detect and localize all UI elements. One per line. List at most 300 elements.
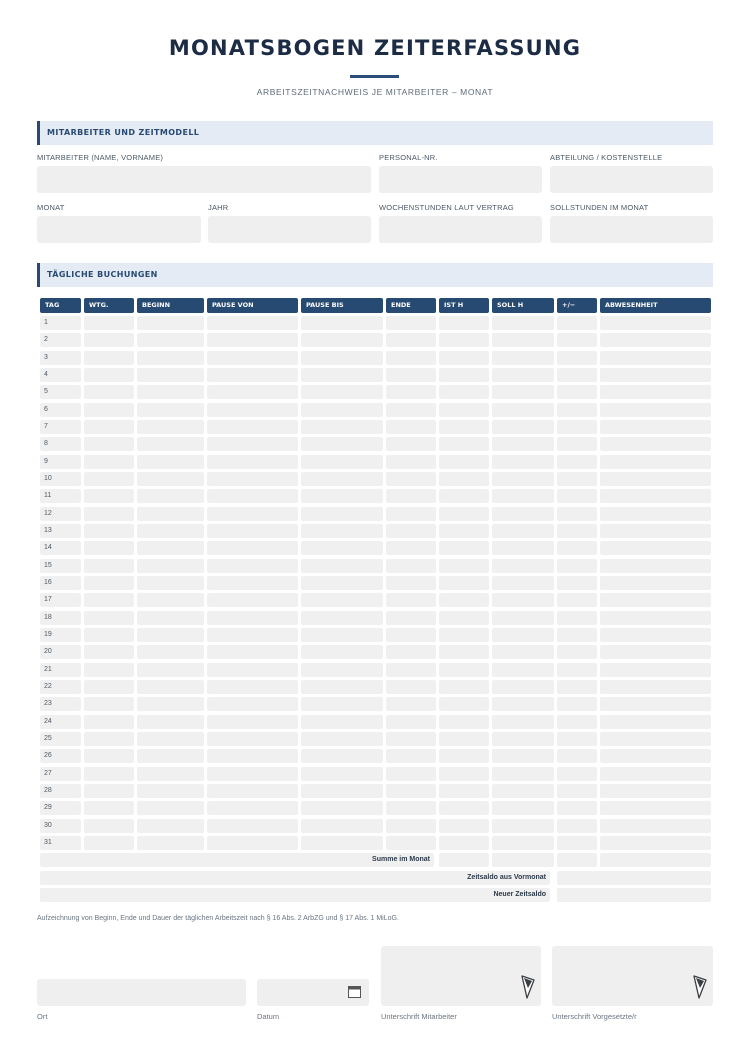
cell-beginn[interactable] <box>137 801 204 815</box>
calendar-icon[interactable] <box>348 986 361 998</box>
cell-beginn[interactable] <box>137 715 204 729</box>
cell-abwesenheit[interactable] <box>600 403 711 417</box>
cell-pause-von[interactable] <box>207 541 298 555</box>
cell-pause-bis[interactable] <box>301 507 383 521</box>
cell-ende[interactable] <box>386 749 436 763</box>
cell-pause-von[interactable] <box>207 819 298 833</box>
cell-pause-bis[interactable] <box>301 559 383 573</box>
cell-wtg[interactable] <box>84 680 134 694</box>
cell-abwesenheit[interactable] <box>600 663 711 677</box>
cell-wtg[interactable] <box>84 437 134 451</box>
sum-row-value[interactable] <box>439 853 489 867</box>
cell-wtg[interactable] <box>84 819 134 833</box>
cell-saldo[interactable] <box>557 715 597 729</box>
cell-saldo[interactable] <box>557 576 597 590</box>
cell-soll-h[interactable] <box>492 437 554 451</box>
cell-ist-h[interactable] <box>439 455 489 469</box>
cell-pause-von[interactable] <box>207 628 298 642</box>
cell-ende[interactable] <box>386 593 436 607</box>
cell-abwesenheit[interactable] <box>600 628 711 642</box>
cell-wtg[interactable] <box>84 836 134 850</box>
cell-pause-bis[interactable] <box>301 628 383 642</box>
cell-abwesenheit[interactable] <box>600 645 711 659</box>
column-header-pause-von: PAUSE VON <box>207 298 298 313</box>
cell-soll-h[interactable] <box>492 801 554 815</box>
cell-wtg[interactable] <box>84 801 134 815</box>
cell-abwesenheit[interactable] <box>600 333 711 347</box>
cell-abwesenheit[interactable] <box>600 784 711 798</box>
cell-ist-h[interactable] <box>439 663 489 677</box>
cell-pause-bis[interactable] <box>301 576 383 590</box>
year-label: JAHR <box>208 203 229 212</box>
cell-beginn[interactable] <box>137 507 204 521</box>
cell-pause-bis[interactable] <box>301 697 383 711</box>
cell-soll-h[interactable] <box>492 784 554 798</box>
cell-saldo[interactable] <box>557 524 597 538</box>
cell-ende[interactable] <box>386 576 436 590</box>
cell-abwesenheit[interactable] <box>600 680 711 694</box>
cell-abwesenheit[interactable] <box>600 507 711 521</box>
cell-ist-h[interactable] <box>439 437 489 451</box>
cell-pause-von[interactable] <box>207 645 298 659</box>
department-field[interactable] <box>550 166 713 193</box>
cell-saldo[interactable] <box>557 437 597 451</box>
cell-soll-h[interactable] <box>492 593 554 607</box>
cell-wtg[interactable] <box>84 663 134 677</box>
cell-soll-h[interactable] <box>492 819 554 833</box>
cell-pause-von[interactable] <box>207 836 298 850</box>
cell-ende[interactable] <box>386 455 436 469</box>
cell-beginn[interactable] <box>137 645 204 659</box>
cell-ist-h[interactable] <box>439 801 489 815</box>
cell-soll-h[interactable] <box>492 715 554 729</box>
cell-beginn[interactable] <box>137 385 204 399</box>
cell-pause-bis[interactable] <box>301 732 383 746</box>
cell-abwesenheit[interactable] <box>600 524 711 538</box>
cell-pause-bis[interactable] <box>301 749 383 763</box>
cell-wtg[interactable] <box>84 749 134 763</box>
cell-soll-h[interactable] <box>492 697 554 711</box>
cell-ende[interactable] <box>386 732 436 746</box>
cell-abwesenheit[interactable] <box>600 697 711 711</box>
cell-beginn[interactable] <box>137 368 204 382</box>
cell-soll-h[interactable] <box>492 368 554 382</box>
cell-abwesenheit[interactable] <box>600 489 711 503</box>
cell-saldo[interactable] <box>557 836 597 850</box>
cell-ist-h[interactable] <box>439 333 489 347</box>
cell-pause-von[interactable] <box>207 472 298 486</box>
cell-ist-h[interactable] <box>439 489 489 503</box>
target-hours-field[interactable] <box>550 216 713 243</box>
supervisor-signature-field[interactable] <box>552 946 713 1006</box>
cell-soll-h[interactable] <box>492 403 554 417</box>
cell-beginn[interactable] <box>137 333 204 347</box>
cell-pause-bis[interactable] <box>301 472 383 486</box>
cell-soll-h[interactable] <box>492 663 554 677</box>
cell-wtg[interactable] <box>84 576 134 590</box>
cell-pause-bis[interactable] <box>301 836 383 850</box>
cell-soll-h[interactable] <box>492 732 554 746</box>
cell-beginn[interactable] <box>137 437 204 451</box>
cell-pause-von[interactable] <box>207 663 298 677</box>
cell-abwesenheit[interactable] <box>600 576 711 590</box>
cell-pause-von[interactable] <box>207 559 298 573</box>
cell-soll-h[interactable] <box>492 611 554 625</box>
cell-ist-h[interactable] <box>439 732 489 746</box>
cell-pause-bis[interactable] <box>301 715 383 729</box>
cell-pause-bis[interactable] <box>301 801 383 815</box>
cell-soll-h[interactable] <box>492 749 554 763</box>
cell-ist-h[interactable] <box>439 472 489 486</box>
cell-pause-von[interactable] <box>207 507 298 521</box>
sum-row-value[interactable] <box>492 853 554 867</box>
cell-wtg[interactable] <box>84 593 134 607</box>
cell-pause-bis[interactable] <box>301 611 383 625</box>
cell-ist-h[interactable] <box>439 576 489 590</box>
cell-ist-h[interactable] <box>439 819 489 833</box>
cell-soll-h[interactable] <box>492 524 554 538</box>
cell-ist-h[interactable] <box>439 541 489 555</box>
cell-saldo[interactable] <box>557 801 597 815</box>
cell-wtg[interactable] <box>84 472 134 486</box>
cell-abwesenheit[interactable] <box>600 368 711 382</box>
cell-beginn[interactable] <box>137 524 204 538</box>
cell-soll-h[interactable] <box>492 645 554 659</box>
cell-beginn[interactable] <box>137 455 204 469</box>
cell-ist-h[interactable] <box>439 715 489 729</box>
cell-saldo[interactable] <box>557 784 597 798</box>
cell-beginn[interactable] <box>137 697 204 711</box>
cell-ende[interactable] <box>386 351 436 365</box>
cell-pause-von[interactable] <box>207 333 298 347</box>
cell-beginn[interactable] <box>137 489 204 503</box>
cell-wtg[interactable] <box>84 385 134 399</box>
cell-pause-von[interactable] <box>207 732 298 746</box>
cell-beginn[interactable] <box>137 541 204 555</box>
cell-pause-von[interactable] <box>207 455 298 469</box>
cell-pause-bis[interactable] <box>301 541 383 555</box>
place-field[interactable] <box>37 979 246 1006</box>
cell-wtg[interactable] <box>84 559 134 573</box>
cell-saldo[interactable] <box>557 316 597 330</box>
cell-abwesenheit[interactable] <box>600 437 711 451</box>
cell-ist-h[interactable] <box>439 680 489 694</box>
cell-pause-bis[interactable] <box>301 420 383 434</box>
cell-ist-h[interactable] <box>439 559 489 573</box>
cell-saldo[interactable] <box>557 680 597 694</box>
cell-pause-bis[interactable] <box>301 316 383 330</box>
cell-saldo[interactable] <box>557 697 597 711</box>
cell-abwesenheit[interactable] <box>600 385 711 399</box>
cell-wtg[interactable] <box>84 403 134 417</box>
cell-beginn[interactable] <box>137 611 204 625</box>
new-balance-row-value[interactable] <box>557 888 711 902</box>
cell-ende[interactable] <box>386 316 436 330</box>
cell-soll-h[interactable] <box>492 489 554 503</box>
cell-ende[interactable] <box>386 680 436 694</box>
cell-ende[interactable] <box>386 437 436 451</box>
cell-pause-von[interactable] <box>207 437 298 451</box>
cell-ende[interactable] <box>386 628 436 642</box>
cell-wtg[interactable] <box>84 489 134 503</box>
cell-pause-von[interactable] <box>207 715 298 729</box>
cell-soll-h[interactable] <box>492 472 554 486</box>
cell-wtg[interactable] <box>84 507 134 521</box>
cell-soll-h[interactable] <box>492 576 554 590</box>
cell-beginn[interactable] <box>137 472 204 486</box>
cell-saldo[interactable] <box>557 368 597 382</box>
cell-pause-von[interactable] <box>207 403 298 417</box>
cell-abwesenheit[interactable] <box>600 472 711 486</box>
cell-abwesenheit[interactable] <box>600 819 711 833</box>
cell-pause-von[interactable] <box>207 489 298 503</box>
cell-abwesenheit[interactable] <box>600 593 711 607</box>
cell-ende[interactable] <box>386 767 436 781</box>
cell-pause-von[interactable] <box>207 593 298 607</box>
year-field[interactable] <box>208 216 371 243</box>
cell-wtg[interactable] <box>84 455 134 469</box>
cell-saldo[interactable] <box>557 749 597 763</box>
cell-soll-h[interactable] <box>492 420 554 434</box>
cell-pause-bis[interactable] <box>301 680 383 694</box>
cell-soll-h[interactable] <box>492 385 554 399</box>
cell-ende[interactable] <box>386 801 436 815</box>
cell-beginn[interactable] <box>137 351 204 365</box>
cell-saldo[interactable] <box>557 472 597 486</box>
cell-ende[interactable] <box>386 385 436 399</box>
cell-beginn[interactable] <box>137 420 204 434</box>
cell-pause-von[interactable] <box>207 368 298 382</box>
cell-wtg[interactable] <box>84 541 134 555</box>
cell-beginn[interactable] <box>137 819 204 833</box>
cell-abwesenheit[interactable] <box>600 559 711 573</box>
cell-saldo[interactable] <box>557 385 597 399</box>
sum-row-value[interactable] <box>557 853 597 867</box>
cell-wtg[interactable] <box>84 628 134 642</box>
cell-ist-h[interactable] <box>439 420 489 434</box>
cell-saldo[interactable] <box>557 559 597 573</box>
cell-beginn[interactable] <box>137 628 204 642</box>
cell-pause-von[interactable] <box>207 524 298 538</box>
cell-saldo[interactable] <box>557 541 597 555</box>
cell-ende[interactable] <box>386 559 436 573</box>
cell-pause-bis[interactable] <box>301 524 383 538</box>
cell-pause-von[interactable] <box>207 749 298 763</box>
cell-pause-bis[interactable] <box>301 489 383 503</box>
cell-saldo[interactable] <box>557 333 597 347</box>
cell-abwesenheit[interactable] <box>600 316 711 330</box>
cell-ist-h[interactable] <box>439 645 489 659</box>
employee-signature-field[interactable] <box>381 946 541 1006</box>
cell-wtg[interactable] <box>84 784 134 798</box>
cell-ende[interactable] <box>386 524 436 538</box>
cell-wtg[interactable] <box>84 351 134 365</box>
day-number: 5 <box>40 385 81 399</box>
cell-pause-bis[interactable] <box>301 403 383 417</box>
cell-saldo[interactable] <box>557 645 597 659</box>
cell-abwesenheit[interactable] <box>600 767 711 781</box>
cell-pause-von[interactable] <box>207 697 298 711</box>
sum-row-value[interactable] <box>600 853 711 867</box>
cell-abwesenheit[interactable] <box>600 541 711 555</box>
prev-balance-row-value[interactable] <box>557 871 711 885</box>
cell-ist-h[interactable] <box>439 524 489 538</box>
cell-beginn[interactable] <box>137 593 204 607</box>
cell-ende[interactable] <box>386 472 436 486</box>
cell-ende[interactable] <box>386 420 436 434</box>
cell-pause-von[interactable] <box>207 801 298 815</box>
cell-beginn[interactable] <box>137 663 204 677</box>
cell-saldo[interactable] <box>557 455 597 469</box>
cell-pause-von[interactable] <box>207 680 298 694</box>
cell-saldo[interactable] <box>557 403 597 417</box>
cell-beginn[interactable] <box>137 680 204 694</box>
cell-saldo[interactable] <box>557 732 597 746</box>
cell-wtg[interactable] <box>84 368 134 382</box>
cell-pause-von[interactable] <box>207 611 298 625</box>
cell-wtg[interactable] <box>84 524 134 538</box>
cell-pause-bis[interactable] <box>301 455 383 469</box>
cell-pause-von[interactable] <box>207 385 298 399</box>
cell-ende[interactable] <box>386 715 436 729</box>
cell-beginn[interactable] <box>137 576 204 590</box>
cell-ende[interactable] <box>386 403 436 417</box>
cell-saldo[interactable] <box>557 420 597 434</box>
cell-wtg[interactable] <box>84 715 134 729</box>
cell-beginn[interactable] <box>137 836 204 850</box>
cell-pause-bis[interactable] <box>301 767 383 781</box>
cell-pause-bis[interactable] <box>301 663 383 677</box>
cell-abwesenheit[interactable] <box>600 455 711 469</box>
cell-wtg[interactable] <box>84 697 134 711</box>
cell-pause-von[interactable] <box>207 316 298 330</box>
cell-ist-h[interactable] <box>439 385 489 399</box>
cell-pause-bis[interactable] <box>301 645 383 659</box>
cell-ist-h[interactable] <box>439 368 489 382</box>
cell-pause-bis[interactable] <box>301 385 383 399</box>
cell-ende[interactable] <box>386 663 436 677</box>
cell-wtg[interactable] <box>84 611 134 625</box>
cell-saldo[interactable] <box>557 819 597 833</box>
cell-pause-bis[interactable] <box>301 437 383 451</box>
cell-soll-h[interactable] <box>492 333 554 347</box>
cell-ende[interactable] <box>386 541 436 555</box>
cell-saldo[interactable] <box>557 628 597 642</box>
cell-ende[interactable] <box>386 368 436 382</box>
cell-pause-bis[interactable] <box>301 819 383 833</box>
cell-wtg[interactable] <box>84 420 134 434</box>
cell-pause-von[interactable] <box>207 767 298 781</box>
cell-wtg[interactable] <box>84 732 134 746</box>
cell-saldo[interactable] <box>557 593 597 607</box>
cell-saldo[interactable] <box>557 351 597 365</box>
cell-pause-von[interactable] <box>207 576 298 590</box>
cell-ist-h[interactable] <box>439 611 489 625</box>
cell-ist-h[interactable] <box>439 593 489 607</box>
cell-pause-von[interactable] <box>207 351 298 365</box>
cell-beginn[interactable] <box>137 732 204 746</box>
cell-soll-h[interactable] <box>492 541 554 555</box>
personnel-no-field[interactable] <box>379 166 542 193</box>
cell-beginn[interactable] <box>137 749 204 763</box>
cell-abwesenheit[interactable] <box>600 732 711 746</box>
cell-beginn[interactable] <box>137 767 204 781</box>
cell-soll-h[interactable] <box>492 455 554 469</box>
cell-ist-h[interactable] <box>439 507 489 521</box>
cell-beginn[interactable] <box>137 316 204 330</box>
cell-ist-h[interactable] <box>439 767 489 781</box>
cell-beginn[interactable] <box>137 559 204 573</box>
cell-ist-h[interactable] <box>439 836 489 850</box>
cell-soll-h[interactable] <box>492 628 554 642</box>
cell-ist-h[interactable] <box>439 697 489 711</box>
cell-abwesenheit[interactable] <box>600 801 711 815</box>
cell-soll-h[interactable] <box>492 316 554 330</box>
cell-ende[interactable] <box>386 836 436 850</box>
cell-pause-bis[interactable] <box>301 593 383 607</box>
cell-saldo[interactable] <box>557 489 597 503</box>
cell-ende[interactable] <box>386 611 436 625</box>
cell-pause-bis[interactable] <box>301 784 383 798</box>
month-field[interactable] <box>37 216 201 243</box>
cell-ende[interactable] <box>386 784 436 798</box>
cell-ende[interactable] <box>386 333 436 347</box>
name-field[interactable] <box>37 166 371 193</box>
cell-ende[interactable] <box>386 489 436 503</box>
cell-abwesenheit[interactable] <box>600 749 711 763</box>
cell-wtg[interactable] <box>84 767 134 781</box>
cell-ist-h[interactable] <box>439 749 489 763</box>
cell-wtg[interactable] <box>84 333 134 347</box>
cell-ende[interactable] <box>386 507 436 521</box>
cell-saldo[interactable] <box>557 611 597 625</box>
cell-soll-h[interactable] <box>492 767 554 781</box>
cell-abwesenheit[interactable] <box>600 715 711 729</box>
cell-soll-h[interactable] <box>492 836 554 850</box>
cell-pause-von[interactable] <box>207 784 298 798</box>
cell-saldo[interactable] <box>557 507 597 521</box>
cell-pause-bis[interactable] <box>301 351 383 365</box>
cell-ist-h[interactable] <box>439 628 489 642</box>
cell-wtg[interactable] <box>84 316 134 330</box>
cell-ist-h[interactable] <box>439 351 489 365</box>
cell-pause-von[interactable] <box>207 420 298 434</box>
cell-abwesenheit[interactable] <box>600 351 711 365</box>
cell-ist-h[interactable] <box>439 784 489 798</box>
cell-ist-h[interactable] <box>439 316 489 330</box>
cell-ende[interactable] <box>386 645 436 659</box>
cell-ende[interactable] <box>386 819 436 833</box>
cell-ende[interactable] <box>386 697 436 711</box>
cell-soll-h[interactable] <box>492 680 554 694</box>
cell-wtg[interactable] <box>84 645 134 659</box>
cell-beginn[interactable] <box>137 403 204 417</box>
cell-soll-h[interactable] <box>492 507 554 521</box>
cell-pause-bis[interactable] <box>301 333 383 347</box>
cell-soll-h[interactable] <box>492 559 554 573</box>
cell-pause-bis[interactable] <box>301 368 383 382</box>
cell-saldo[interactable] <box>557 767 597 781</box>
weekly-hours-field[interactable] <box>379 216 542 243</box>
date-field[interactable] <box>257 979 369 1006</box>
cell-ist-h[interactable] <box>439 403 489 417</box>
cell-abwesenheit[interactable] <box>600 420 711 434</box>
cell-abwesenheit[interactable] <box>600 611 711 625</box>
cell-soll-h[interactable] <box>492 351 554 365</box>
cell-abwesenheit[interactable] <box>600 836 711 850</box>
cell-beginn[interactable] <box>137 784 204 798</box>
cell-saldo[interactable] <box>557 663 597 677</box>
